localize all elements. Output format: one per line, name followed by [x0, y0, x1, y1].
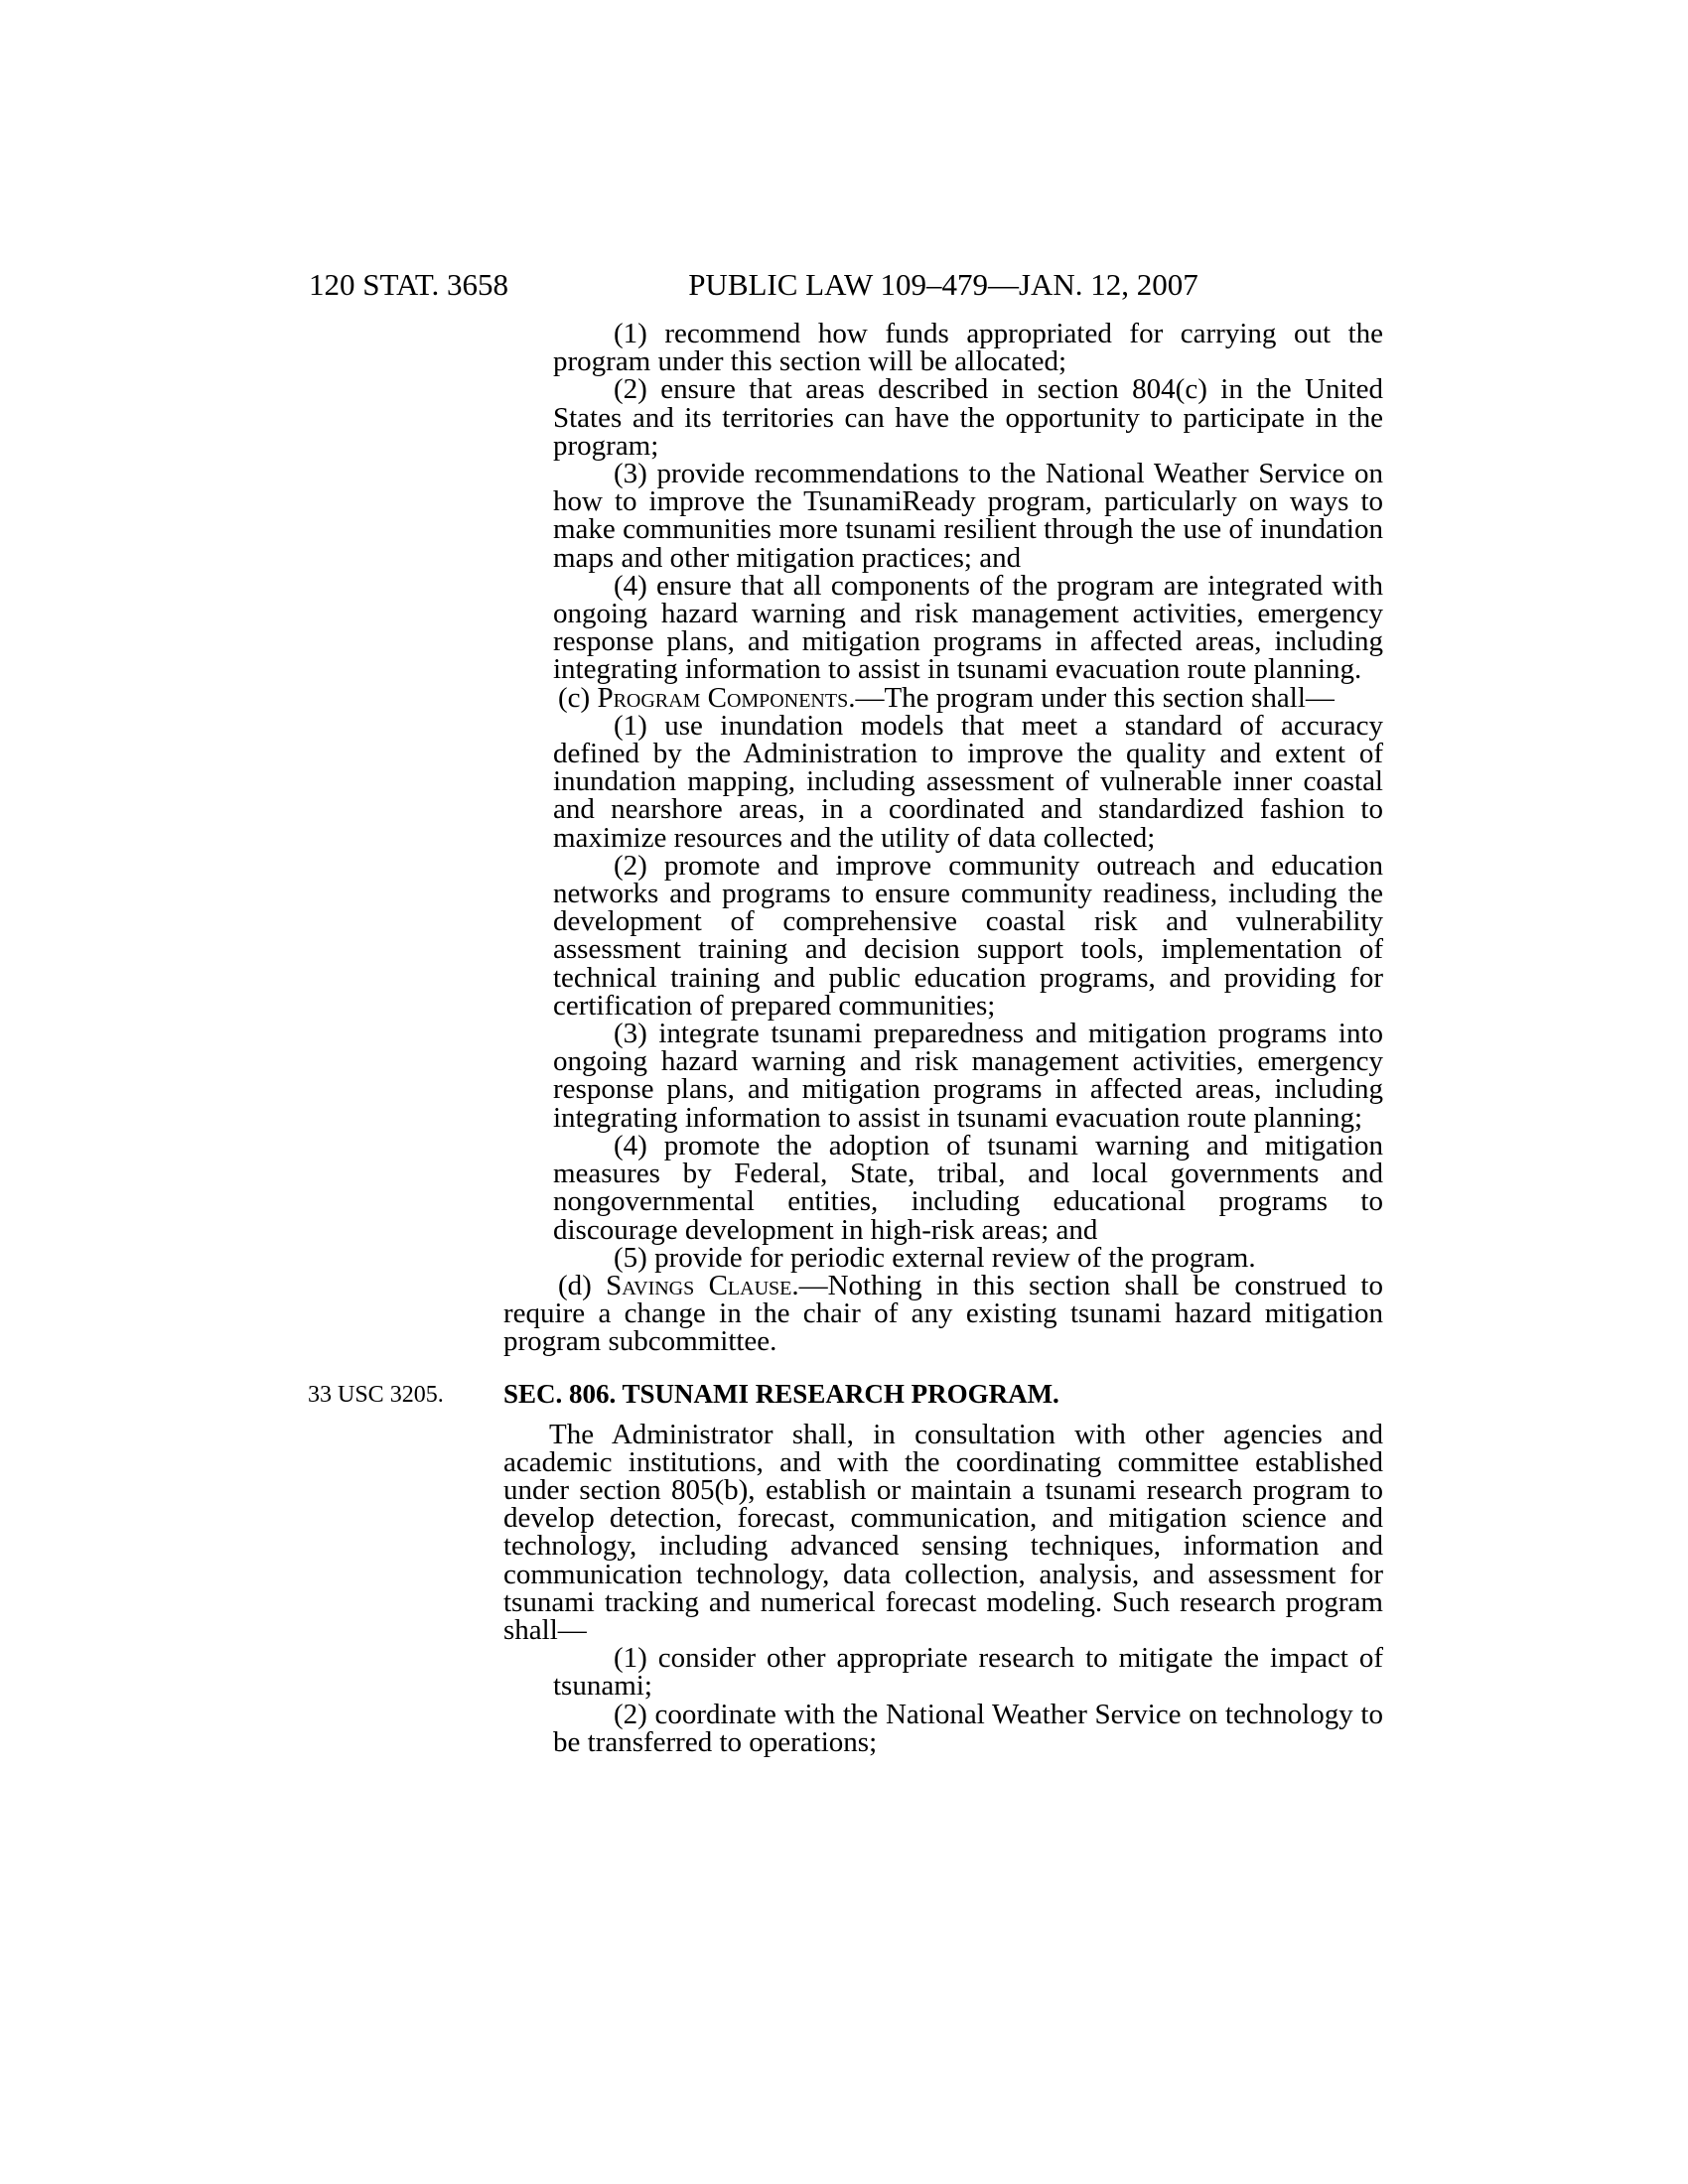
subsection-c-text: .—The program under this section shall— — [848, 681, 1335, 714]
item-c-4: (4) promote the adoption of tsunami warning and mitigation measures by Federal, State, tribal, and local governments and nongovernmental entities, including educational programs to discourage development in high-risk areas; and — [553, 1129, 1383, 1246]
item-b-2: (2) ensure that areas described in section 804(c) in the United States and its territories can have the opportunity to participate in the program; — [553, 373, 1383, 462]
item-806-2: (2) coordinate with the National Weather Service on technology to be transferred to operations; — [553, 1698, 1383, 1758]
subsection-d — [503, 1269, 1383, 1358]
subsection-d-text: .—Nothing in this section shall be construed to require a change in the chair of any existing tsunami hazard mitigation program subcommittee. — [503, 1269, 1383, 1358]
item-c-5: (5) provide for periodic external review of the program. — [614, 1241, 1256, 1274]
item-b-4: (4) ensure that all components of the program are integrated with ongoing hazard warning and risk management activities, emergency response plans, and mitigation programs in affected areas, including integrating information to assist in tsunami evacuation route planning. — [553, 569, 1383, 686]
subsection-c-title: Program Components — [597, 681, 849, 714]
item-c-3: (3) integrate tsunami preparedness and mitigation programs into ongoing hazard warning and risk management activities, emergency response plans, and mitigation programs in affected areas, including integrating information to assist in tsunami evacuation route planning; — [553, 1018, 1383, 1134]
section-806-heading-text: SEC. 806. TSUNAMI RESEARCH PROGRAM. — [503, 1378, 1059, 1409]
item-806-1: (1) consider other appropriate research to mitigate the impact of tsunami; — [553, 1642, 1383, 1703]
usc-citation-note: 33 USC 3205. — [308, 1381, 444, 1408]
law-title: PUBLIC LAW 109–479—JAN. 12, 2007 — [688, 267, 1198, 302]
item-b-3: (3) provide recommendations to the National Weather Service on how to improve the TsunamiReady program, particularly on ways to make communities more tsunami resilient through the use of inundation maps and other mitigation practices; and — [553, 458, 1383, 574]
section-806-heading — [308, 1378, 1383, 1410]
item-b-1: (1) recommend how funds appropriated for carrying out the program under this section will be allocated; — [553, 318, 1383, 378]
subsection-c — [503, 681, 1383, 714]
item-c-1: (1) use inundation models that meet a standard of accuracy defined by the Administration to improve the quality and extent of inundation mapping, including assessment of vulnerable inner coastal and nearshore areas, in a coordinated and standardized fashion to maximize resources and the utility of data collected; — [553, 709, 1383, 854]
subsection-c-label: (c) — [558, 681, 598, 714]
item-c-2: (2) promote and improve community outreach and education networks and programs to ensure community readiness, including the development of comprehensive coastal risk and vulnerability assessment training and decision support tools, implementation of technical training and public education programs, and providing for certification of prepared communities; — [553, 849, 1383, 1022]
subsection-d-label: (d) — [558, 1269, 607, 1301]
section-806-intro: The Administrator shall, in consultation with other agencies and academic institutions, and with the coordinating committee established under section 805(b), establish or maintain a tsunami research program to develop detection, forecast, communication, and mitigation science and technology, including advanced sensing techniques, information and communication technology, data collection, analysis, and assessment for tsunami tracking and numerical forecast modeling. Such research program shall— — [503, 1418, 1383, 1646]
body-column — [308, 318, 1383, 1758]
stat-page-number: 120 STAT. 3658 — [309, 267, 509, 302]
subsection-d-title: Savings Clause — [606, 1269, 792, 1301]
